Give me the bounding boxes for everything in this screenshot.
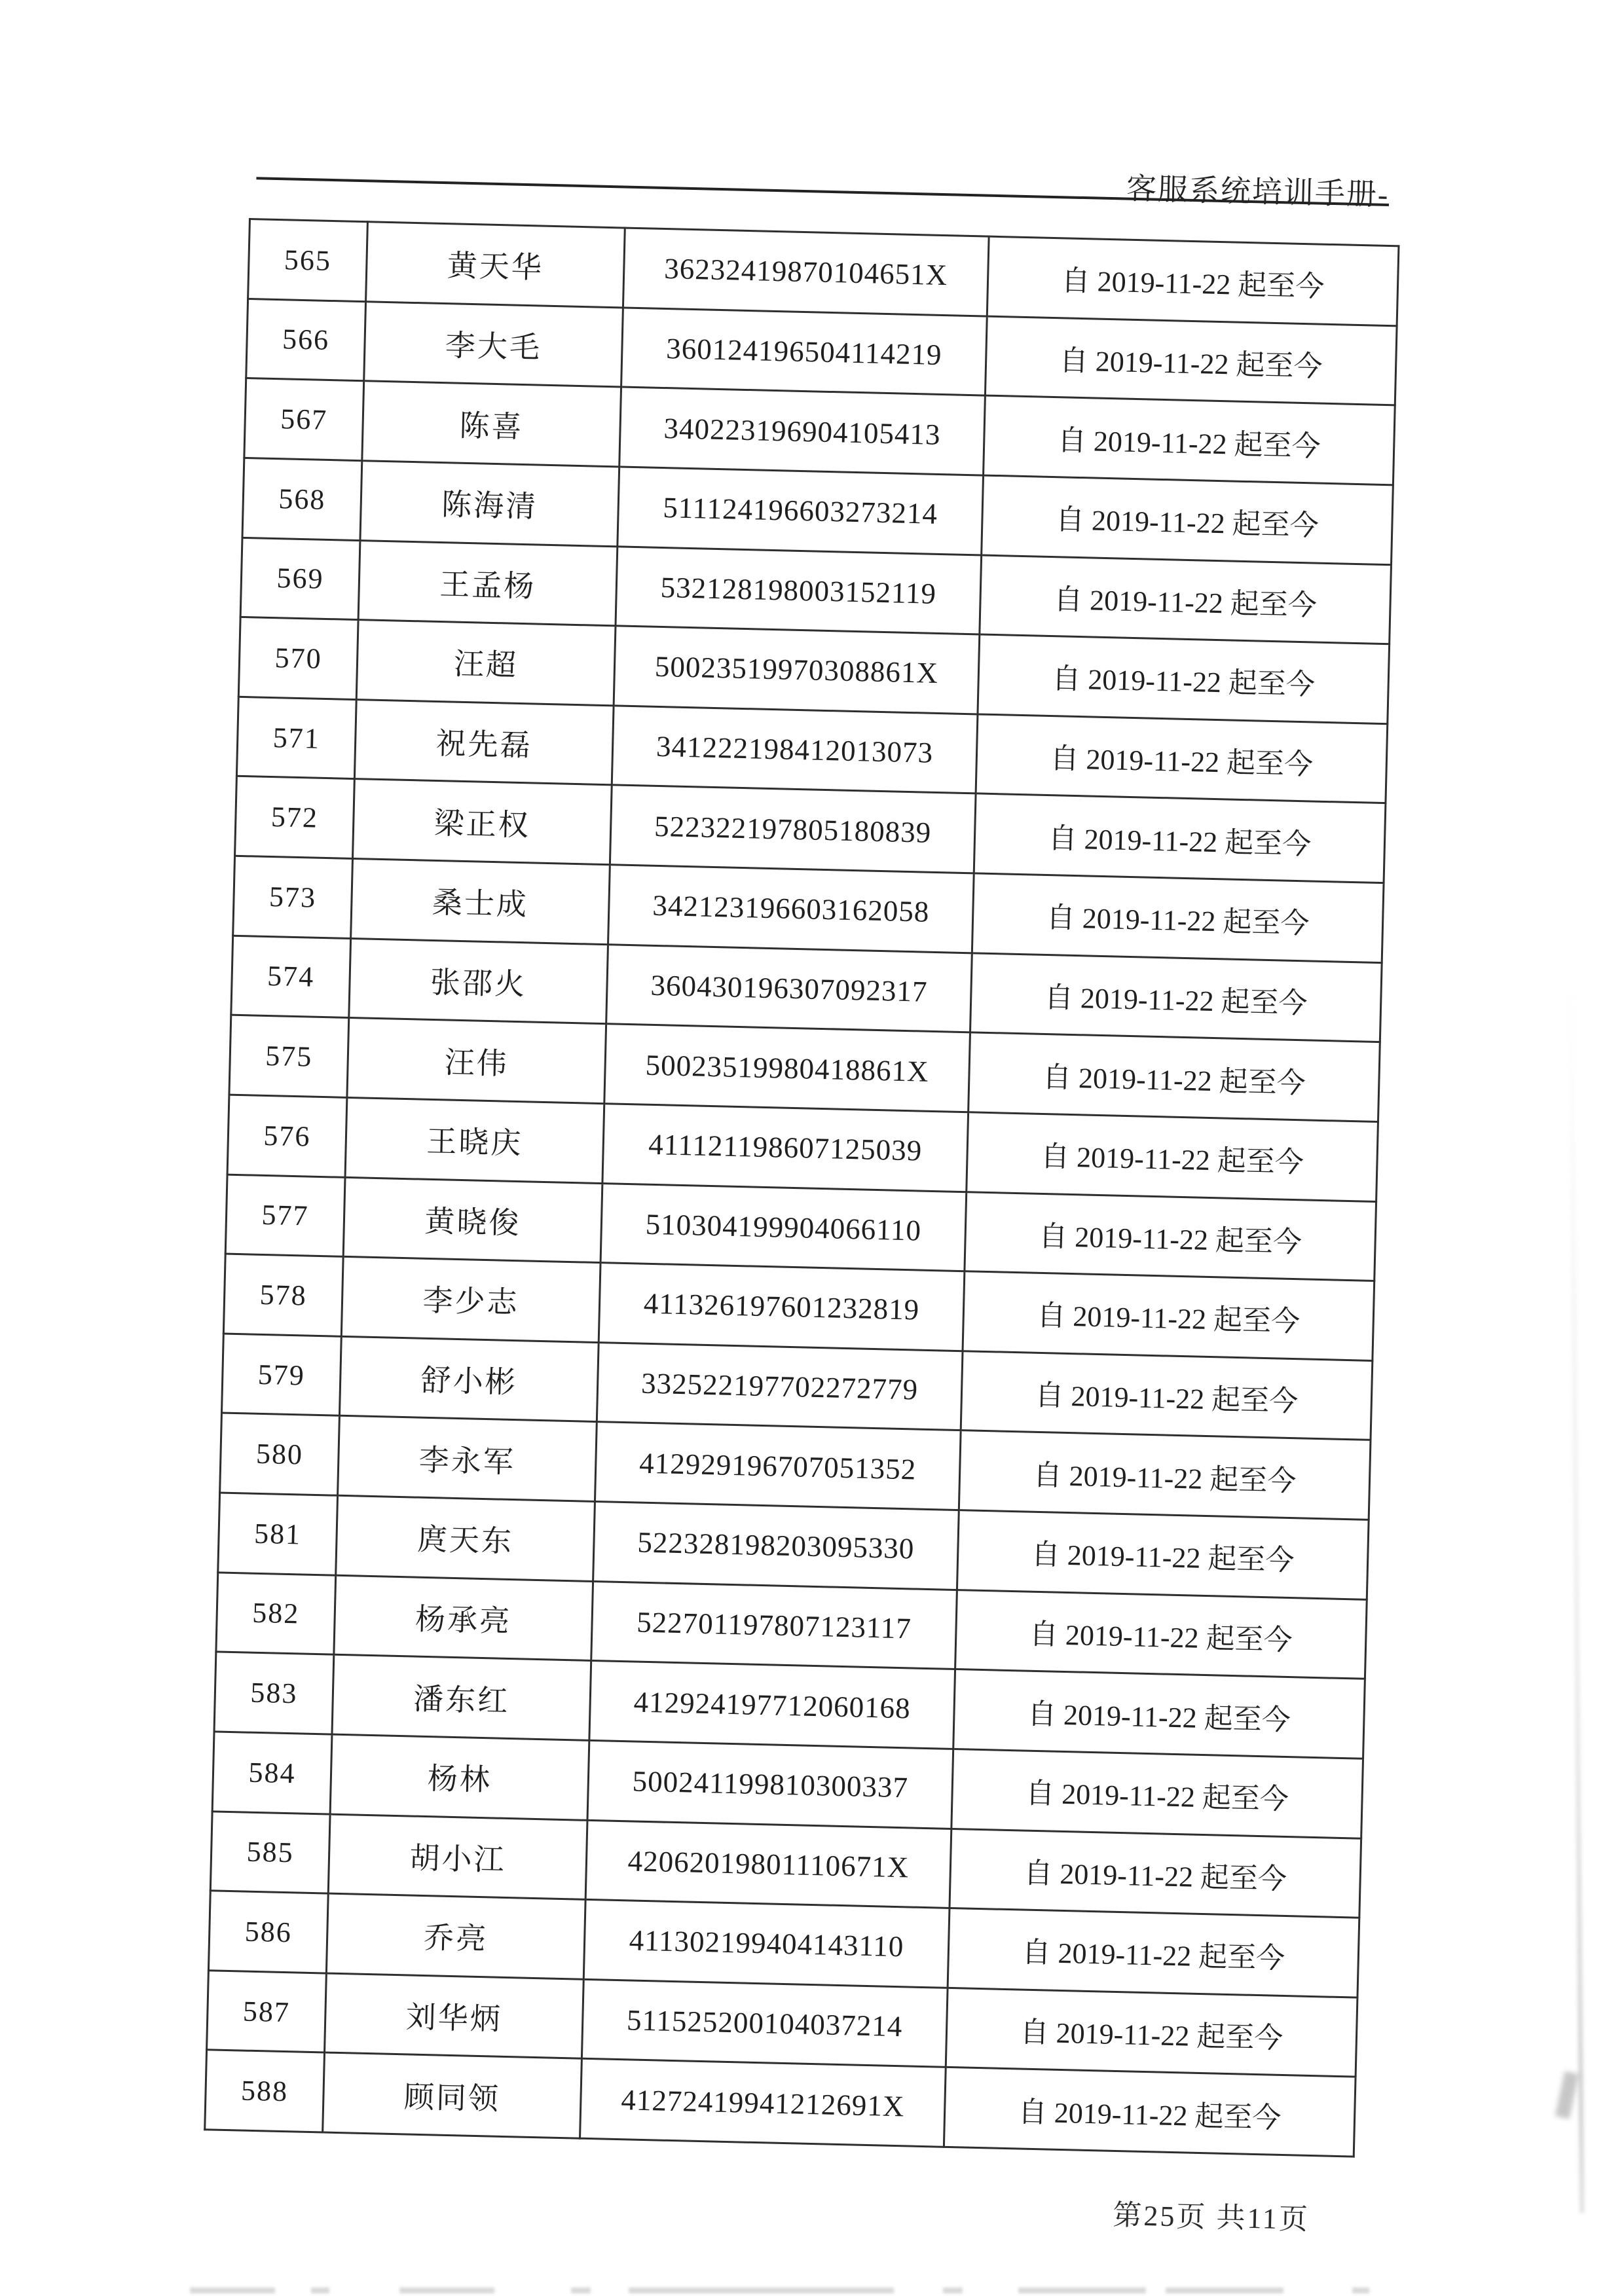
period-cell: 自 2019-11-22 起至今 (984, 395, 1395, 484)
id-number-cell: 412929196707051352 (595, 1422, 961, 1510)
period-cell: 自 2019-11-22 起至今 (944, 2068, 1356, 2157)
name-cell: 黄晓俊 (343, 1177, 602, 1263)
period-cell: 自 2019-11-22 起至今 (980, 555, 1392, 644)
period-cell: 自 2019-11-22 起至今 (963, 1271, 1375, 1360)
id-number-cell: 522701197807123117 (591, 1581, 957, 1669)
name-cell: 顾同领 (323, 2052, 582, 2138)
name-cell: 陈喜 (362, 381, 621, 467)
bleedthrough-fragment (190, 2287, 275, 2293)
id-number-cell: 332522197702272779 (597, 1342, 963, 1430)
period-cell: 自 2019-11-22 起至今 (948, 1908, 1359, 1997)
name-cell: 潘东红 (332, 1654, 591, 1740)
seq-cell: 588 (205, 2050, 325, 2132)
seq-cell: 577 (225, 1175, 345, 1257)
period-cell: 自 2019-11-22 起至今 (950, 1829, 1361, 1918)
name-cell: 汪超 (356, 620, 616, 706)
id-number-cell: 50023519970308861X (614, 626, 980, 714)
name-cell: 李大毛 (364, 301, 623, 387)
seq-cell: 584 (212, 1732, 332, 1814)
bleedthrough-fragment (1352, 2287, 1369, 2293)
seq-cell: 580 (220, 1413, 340, 1495)
period-cell: 自 2019-11-22 起至今 (987, 236, 1399, 325)
name-cell: 庹天东 (336, 1495, 595, 1581)
document-header-title: 客服系统培训手册- (1126, 172, 1390, 212)
id-number-cell: 532128198003152119 (616, 546, 982, 634)
id-number-cell: 342123196603162058 (608, 865, 974, 953)
period-cell: 自 2019-11-22 起至今 (969, 1032, 1380, 1121)
period-cell: 自 2019-11-22 起至今 (970, 953, 1382, 1042)
seq-cell: 579 (221, 1334, 341, 1416)
name-cell: 王晓庆 (345, 1097, 604, 1183)
period-cell: 自 2019-11-22 起至今 (957, 1510, 1369, 1599)
name-cell: 杨林 (330, 1734, 589, 1820)
period-cell: 自 2019-11-22 起至今 (959, 1430, 1371, 1520)
id-number-cell: 340223196904105413 (619, 387, 986, 475)
id-number-cell: 360430196307092317 (606, 944, 972, 1032)
id-number-cell: 522328198203095330 (593, 1501, 959, 1590)
period-cell: 自 2019-11-22 起至今 (978, 634, 1390, 723)
id-number-cell: 511525200104037214 (581, 1979, 948, 2068)
seq-cell: 586 (208, 1891, 328, 1973)
name-cell: 张邵火 (349, 938, 608, 1024)
period-cell: 自 2019-11-22 起至今 (974, 793, 1386, 883)
period-cell: 自 2019-11-22 起至今 (955, 1590, 1367, 1679)
id-number-cell: 500241199810300337 (587, 1740, 953, 1829)
bleedthrough-fragment (1166, 2287, 1283, 2293)
id-number-cell: 522322197805180839 (610, 785, 976, 873)
id-number-cell: 360124196504114219 (621, 308, 987, 396)
seq-cell: 573 (233, 856, 353, 938)
seq-cell: 578 (223, 1254, 343, 1336)
seq-cell: 575 (229, 1015, 349, 1097)
seq-cell: 568 (242, 458, 362, 540)
id-number-cell: 510304199904066110 (600, 1183, 967, 1271)
period-cell: 自 2019-11-22 起至今 (985, 316, 1397, 405)
seq-cell: 565 (248, 219, 368, 302)
id-number-cell: 511124196603273214 (618, 467, 984, 555)
bleedthrough-fragment (399, 2287, 494, 2293)
seq-cell: 566 (246, 299, 366, 381)
seq-cell: 582 (216, 1573, 336, 1655)
bleedthrough-fragment (311, 2287, 329, 2293)
name-cell: 乔亮 (326, 1893, 585, 1979)
id-number-cell: 341222198412013073 (612, 706, 978, 794)
name-cell: 李少志 (341, 1256, 600, 1342)
period-cell: 自 2019-11-22 起至今 (972, 873, 1384, 962)
name-cell: 桑士成 (351, 859, 610, 945)
period-cell: 自 2019-11-22 起至今 (951, 1749, 1363, 1838)
id-number-cell: 411302199404143110 (583, 1899, 950, 1988)
period-cell: 自 2019-11-22 起至今 (965, 1192, 1376, 1281)
id-number-cell: 42062019801110671X (585, 1820, 951, 1908)
id-number-cell: 412924197712060168 (589, 1661, 955, 1749)
seq-cell: 581 (218, 1493, 338, 1575)
seq-cell: 587 (207, 1971, 327, 2053)
name-cell: 刘华炳 (325, 1973, 584, 2059)
name-cell: 陈海清 (360, 461, 619, 547)
period-cell: 自 2019-11-22 起至今 (961, 1351, 1373, 1440)
name-cell: 舒小彬 (339, 1336, 599, 1422)
seq-cell: 583 (214, 1652, 334, 1734)
name-cell: 李永军 (338, 1416, 597, 1502)
personnel-roster-table (204, 218, 1399, 2158)
name-cell: 胡小江 (328, 1814, 587, 1900)
period-cell: 自 2019-11-22 起至今 (953, 1669, 1365, 1758)
id-number-cell: 411326197601232819 (599, 1263, 965, 1351)
bleedthrough-fragment (629, 2287, 894, 2293)
period-cell: 自 2019-11-22 起至今 (967, 1112, 1378, 1201)
seq-cell: 574 (231, 936, 351, 1018)
seq-cell: 570 (238, 617, 358, 699)
roster-table-body (205, 219, 1399, 2157)
seq-cell: 567 (244, 378, 364, 461)
period-cell: 自 2019-11-22 起至今 (982, 475, 1393, 564)
seq-cell: 576 (227, 1095, 347, 1177)
name-cell: 杨承亮 (334, 1575, 593, 1661)
id-number-cell: 36232419870104651X (623, 228, 989, 316)
name-cell: 祝先磊 (354, 699, 614, 785)
bleedthrough-fragment (943, 2287, 963, 2293)
id-number-cell: 411121198607125039 (602, 1104, 969, 1192)
bleedthrough-fragment (571, 2287, 591, 2293)
seq-cell: 572 (235, 776, 355, 859)
name-cell: 王孟杨 (358, 540, 618, 626)
page-number-footer: 第25页 共11页 (1112, 2198, 1310, 2236)
bleedthrough-fragment (1018, 2287, 1146, 2293)
id-number-cell: 41272419941212691X (580, 2059, 946, 2147)
seq-cell: 585 (210, 1811, 330, 1893)
seq-cell: 569 (240, 538, 360, 620)
name-cell: 黄天华 (366, 222, 625, 308)
period-cell: 自 2019-11-22 起至今 (976, 714, 1388, 803)
name-cell: 汪伟 (347, 1018, 606, 1104)
name-cell: 梁正权 (352, 779, 612, 865)
seq-cell: 571 (236, 697, 356, 779)
id-number-cell: 50023519980418861X (604, 1024, 970, 1112)
period-cell: 自 2019-11-22 起至今 (946, 1988, 1357, 2077)
